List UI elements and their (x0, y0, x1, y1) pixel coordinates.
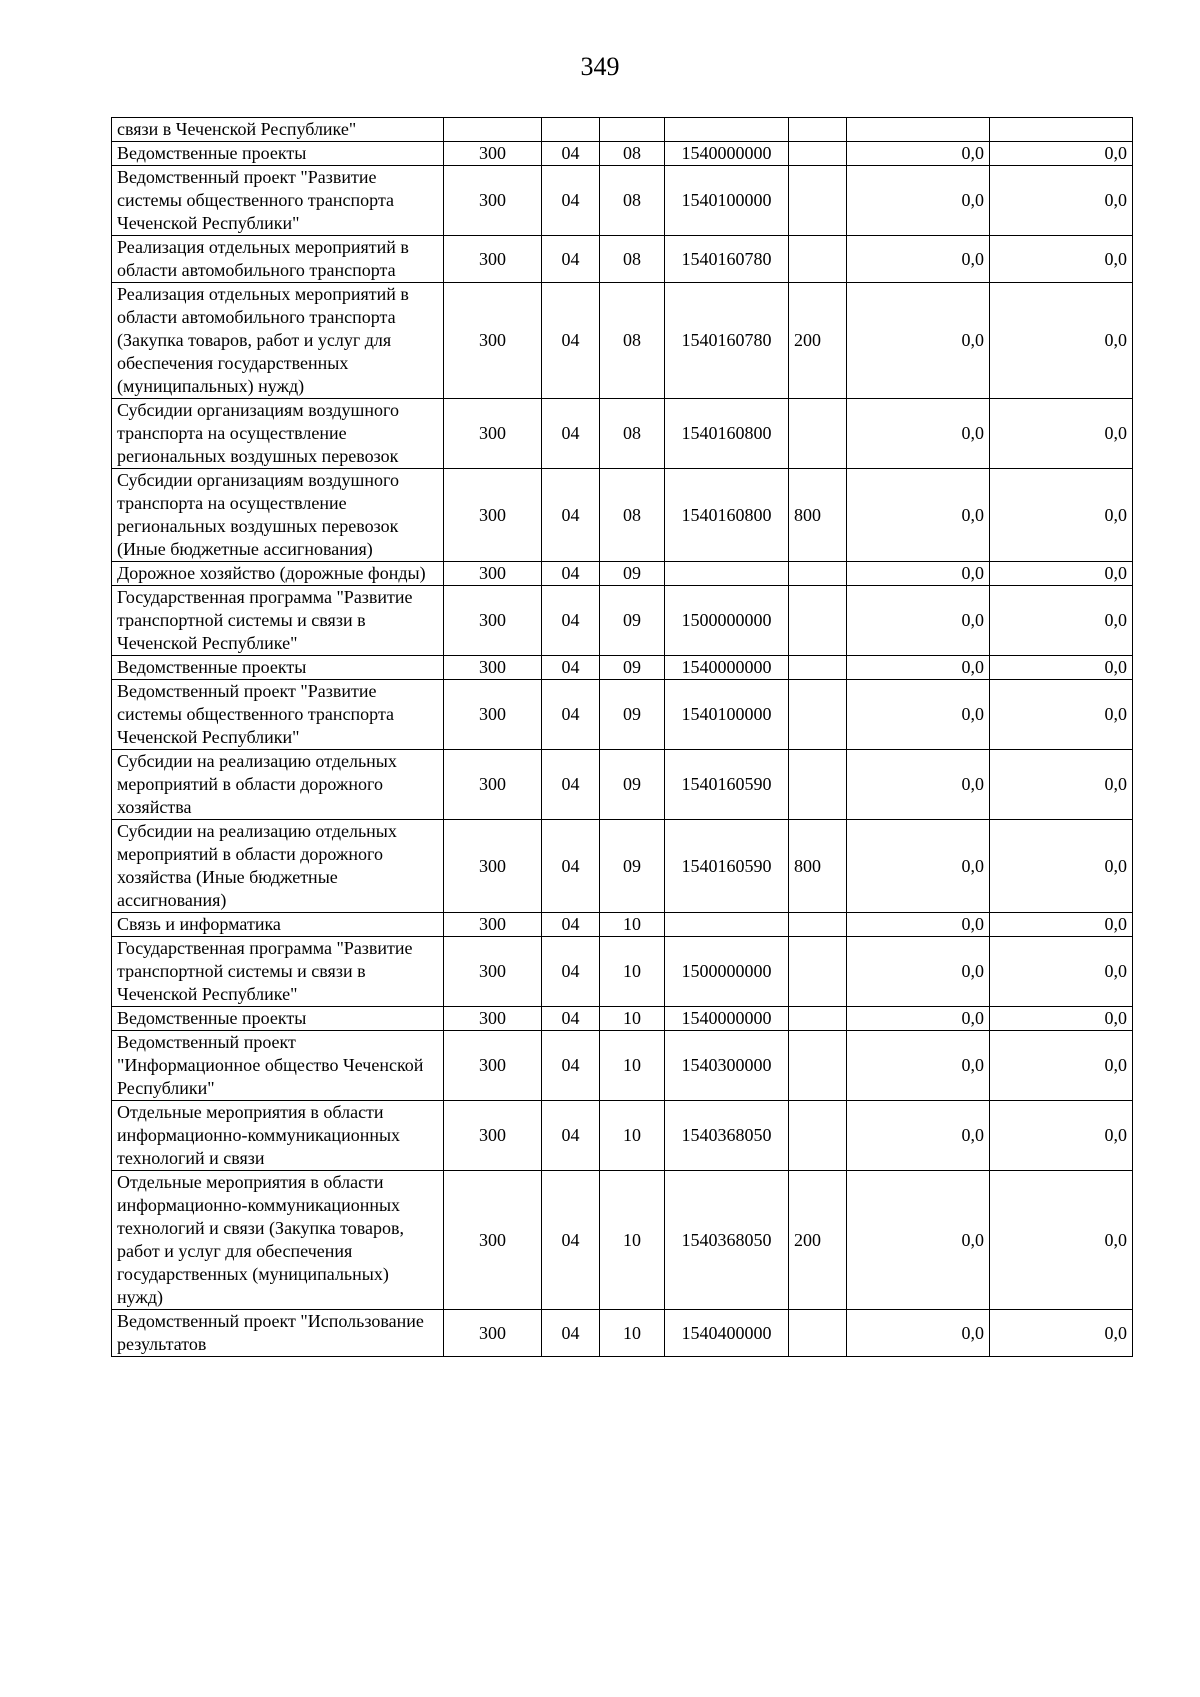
department-code: 300 (444, 1031, 542, 1101)
item-name: Ведомственный проект "Развитие системы общественного транспорта Чеченской Республики" (112, 680, 444, 750)
amount-first: 0,0 (847, 680, 990, 750)
expense-type-code: 200 (789, 1171, 847, 1310)
section-code: 04 (542, 399, 600, 469)
target-article-code: 1540160590 (665, 820, 789, 913)
amount-first: 0,0 (847, 142, 990, 166)
amount-second: 0,0 (990, 469, 1133, 562)
subsection-code: 08 (600, 142, 665, 166)
department-code (444, 118, 542, 142)
table-row (112, 562, 1133, 586)
table-row (112, 1031, 1133, 1101)
amount-first: 0,0 (847, 913, 990, 937)
target-article-code (665, 913, 789, 937)
table-row (112, 1310, 1133, 1357)
target-article-code: 1540000000 (665, 1007, 789, 1031)
table-row (112, 1171, 1133, 1310)
expense-type-code: 800 (789, 469, 847, 562)
department-code: 300 (444, 586, 542, 656)
department-code: 300 (444, 1101, 542, 1171)
item-name: Отдельные мероприятия в области информационно-коммуникационных технологий и связи (Закупка товаров, работ и услуг для обеспечения государственных (муниципальных) нужд) (112, 1171, 444, 1310)
target-article-code: 1540368050 (665, 1171, 789, 1310)
page-number: 349 (580, 52, 620, 81)
section-code: 04 (542, 656, 600, 680)
amount-first: 0,0 (847, 399, 990, 469)
department-code: 300 (444, 937, 542, 1007)
section-code: 04 (542, 1171, 600, 1310)
table-row (112, 1007, 1133, 1031)
expense-type-code (789, 1031, 847, 1101)
section-code: 04 (542, 586, 600, 656)
subsection-code: 08 (600, 283, 665, 399)
item-name: Государственная программа "Развитие транспортной системы и связи в Чеченской Республике" (112, 937, 444, 1007)
expense-type-code (789, 236, 847, 283)
subsection-code: 10 (600, 1171, 665, 1310)
table-row (112, 656, 1133, 680)
section-code: 04 (542, 680, 600, 750)
amount-first: 0,0 (847, 283, 990, 399)
item-name: Реализация отдельных мероприятий в области автомобильного транспорта (Закупка товаров, работ и услуг для обеспечения государственных (муниципальных) нужд) (112, 283, 444, 399)
table-row (112, 166, 1133, 236)
subsection-code: 10 (600, 1101, 665, 1171)
target-article-code: 1500000000 (665, 937, 789, 1007)
department-code: 300 (444, 142, 542, 166)
subsection-code: 09 (600, 586, 665, 656)
item-name: Субсидии организациям воздушного транспорта на осуществление региональных воздушных перевозок (112, 399, 444, 469)
subsection-code: 09 (600, 680, 665, 750)
item-name: связи в Чеченской Республике" (112, 118, 444, 142)
amount-second: 0,0 (990, 399, 1133, 469)
amount-first: 0,0 (847, 656, 990, 680)
target-article-code: 1500000000 (665, 586, 789, 656)
target-article-code: 1540000000 (665, 656, 789, 680)
target-article-code: 1540100000 (665, 166, 789, 236)
table-row (112, 118, 1133, 142)
amount-first: 0,0 (847, 820, 990, 913)
amount-second: 0,0 (990, 1310, 1133, 1357)
amount-second (990, 118, 1133, 142)
section-code: 04 (542, 750, 600, 820)
item-name: Ведомственные проекты (112, 656, 444, 680)
amount-first: 0,0 (847, 469, 990, 562)
department-code: 300 (444, 913, 542, 937)
amount-first: 0,0 (847, 562, 990, 586)
department-code: 300 (444, 820, 542, 913)
amount-second: 0,0 (990, 166, 1133, 236)
expense-type-code (789, 680, 847, 750)
section-code: 04 (542, 1101, 600, 1171)
department-code: 300 (444, 236, 542, 283)
amount-second: 0,0 (990, 283, 1133, 399)
target-article-code: 1540368050 (665, 1101, 789, 1171)
subsection-code: 09 (600, 820, 665, 913)
expense-type-code (789, 656, 847, 680)
amount-first: 0,0 (847, 1310, 990, 1357)
item-name: Ведомственный проект "Информационное общество Чеченской Республики" (112, 1031, 444, 1101)
target-article-code: 1540400000 (665, 1310, 789, 1357)
target-article-code: 1540000000 (665, 142, 789, 166)
amount-second: 0,0 (990, 750, 1133, 820)
section-code: 04 (542, 469, 600, 562)
target-article-code (665, 562, 789, 586)
section-code: 04 (542, 283, 600, 399)
item-name: Реализация отдельных мероприятий в области автомобильного транспорта (112, 236, 444, 283)
target-article-code: 1540160800 (665, 469, 789, 562)
amount-second: 0,0 (990, 1007, 1133, 1031)
department-code: 300 (444, 656, 542, 680)
amount-first: 0,0 (847, 586, 990, 656)
department-code: 300 (444, 469, 542, 562)
section-code (542, 118, 600, 142)
item-name: Ведомственный проект "Развитие системы общественного транспорта Чеченской Республики" (112, 166, 444, 236)
subsection-code: 10 (600, 937, 665, 1007)
department-code: 300 (444, 1171, 542, 1310)
expense-type-code (789, 166, 847, 236)
subsection-code: 10 (600, 1310, 665, 1357)
expense-type-code (789, 1007, 847, 1031)
item-name: Связь и информатика (112, 913, 444, 937)
target-article-code (665, 118, 789, 142)
expense-type-code (789, 913, 847, 937)
table-row (112, 750, 1133, 820)
section-code: 04 (542, 820, 600, 913)
table-row (112, 680, 1133, 750)
amount-second: 0,0 (990, 236, 1133, 283)
amount-second: 0,0 (990, 1171, 1133, 1310)
target-article-code: 1540160800 (665, 399, 789, 469)
amount-second: 0,0 (990, 937, 1133, 1007)
target-article-code: 1540100000 (665, 680, 789, 750)
subsection-code: 08 (600, 166, 665, 236)
item-name: Ведомственные проекты (112, 1007, 444, 1031)
item-name: Субсидии организациям воздушного транспорта на осуществление региональных воздушных перевозок (Иные бюджетные ассигнования) (112, 469, 444, 562)
department-code: 300 (444, 750, 542, 820)
expense-type-code (789, 399, 847, 469)
amount-second: 0,0 (990, 680, 1133, 750)
amount-first: 0,0 (847, 166, 990, 236)
amount-first: 0,0 (847, 1007, 990, 1031)
item-name: Отдельные мероприятия в области информационно-коммуникационных технологий и связи (112, 1101, 444, 1171)
amount-second: 0,0 (990, 142, 1133, 166)
expense-type-code (789, 118, 847, 142)
department-code: 300 (444, 562, 542, 586)
amount-second: 0,0 (990, 820, 1133, 913)
table-row (112, 586, 1133, 656)
subsection-code: 08 (600, 399, 665, 469)
amount-first: 0,0 (847, 1031, 990, 1101)
subsection-code: 10 (600, 1031, 665, 1101)
amount-first: 0,0 (847, 236, 990, 283)
table-row (112, 469, 1133, 562)
subsection-code (600, 118, 665, 142)
expense-type-code (789, 937, 847, 1007)
section-code: 04 (542, 913, 600, 937)
amount-second: 0,0 (990, 1031, 1133, 1101)
section-code: 04 (542, 1031, 600, 1101)
item-name: Субсидии на реализацию отдельных мероприятий в области дорожного хозяйства (112, 750, 444, 820)
subsection-code: 08 (600, 469, 665, 562)
subsection-code: 10 (600, 913, 665, 937)
amount-second: 0,0 (990, 1101, 1133, 1171)
expense-type-code (789, 1310, 847, 1357)
department-code: 300 (444, 283, 542, 399)
table-row (112, 142, 1133, 166)
expense-type-code: 200 (789, 283, 847, 399)
expense-type-code (789, 750, 847, 820)
section-code: 04 (542, 142, 600, 166)
table-row (112, 399, 1133, 469)
table-row (112, 937, 1133, 1007)
budget-table (111, 117, 1133, 1357)
amount-first: 0,0 (847, 1101, 990, 1171)
department-code: 300 (444, 166, 542, 236)
expense-type-code (789, 1101, 847, 1171)
subsection-code: 09 (600, 562, 665, 586)
department-code: 300 (444, 399, 542, 469)
amount-first: 0,0 (847, 1171, 990, 1310)
subsection-code: 09 (600, 656, 665, 680)
table-row (112, 913, 1133, 937)
department-code: 300 (444, 1007, 542, 1031)
subsection-code: 10 (600, 1007, 665, 1031)
expense-type-code (789, 142, 847, 166)
item-name: Государственная программа "Развитие транспортной системы и связи в Чеченской Республике" (112, 586, 444, 656)
section-code: 04 (542, 1007, 600, 1031)
amount-second: 0,0 (990, 913, 1133, 937)
amount-second: 0,0 (990, 562, 1133, 586)
amount-second: 0,0 (990, 586, 1133, 656)
target-article-code: 1540160780 (665, 236, 789, 283)
table-row (112, 1101, 1133, 1171)
table-row (112, 236, 1133, 283)
table-row (112, 283, 1133, 399)
section-code: 04 (542, 562, 600, 586)
subsection-code: 08 (600, 236, 665, 283)
target-article-code: 1540160590 (665, 750, 789, 820)
item-name: Субсидии на реализацию отдельных мероприятий в области дорожного хозяйства (Иные бюджетные ассигнования) (112, 820, 444, 913)
department-code: 300 (444, 1310, 542, 1357)
amount-second: 0,0 (990, 656, 1133, 680)
budget-table-body (112, 118, 1133, 1357)
target-article-code: 1540300000 (665, 1031, 789, 1101)
section-code: 04 (542, 166, 600, 236)
amount-first: 0,0 (847, 937, 990, 1007)
section-code: 04 (542, 937, 600, 1007)
department-code: 300 (444, 680, 542, 750)
section-code: 04 (542, 1310, 600, 1357)
item-name: Ведомственный проект "Использование результатов (112, 1310, 444, 1357)
item-name: Дорожное хозяйство (дорожные фонды) (112, 562, 444, 586)
target-article-code: 1540160780 (665, 283, 789, 399)
subsection-code: 09 (600, 750, 665, 820)
item-name: Ведомственные проекты (112, 142, 444, 166)
expense-type-code (789, 562, 847, 586)
amount-first (847, 118, 990, 142)
expense-type-code (789, 586, 847, 656)
section-code: 04 (542, 236, 600, 283)
amount-first: 0,0 (847, 750, 990, 820)
table-row (112, 820, 1133, 913)
expense-type-code: 800 (789, 820, 847, 913)
